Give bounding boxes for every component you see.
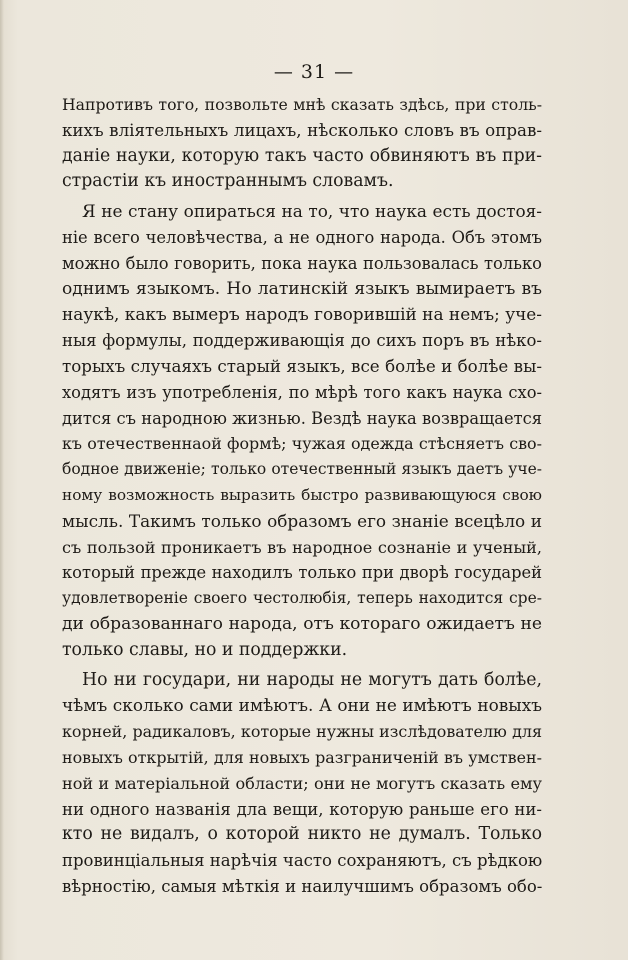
text-line: кихъ вліятельныхъ лицахъ, нѣсколько словъ въ оправ- xyxy=(62,119,542,140)
text-line: только славы, но и поддержки. xyxy=(62,639,348,660)
text-line: страстіи къ иностраннымъ словамъ. xyxy=(62,171,394,192)
text-line: однимъ языкомъ. Но латинскій языкъ вымираетъ въ xyxy=(62,278,542,299)
text-line: торыхъ случаяхъ старый языкъ, все болѣе и болѣе вы- xyxy=(62,355,542,376)
text-line: даніе науки, которую такъ часто обвиняютъ въ при- xyxy=(62,145,542,166)
text-line: который прежде находилъ только при дворѣ государей xyxy=(62,563,542,583)
text-line: ди образованнаго народа, отъ котораго ожидаетъ не xyxy=(62,613,542,634)
page-number: — 31 — xyxy=(273,61,355,83)
text-line: ныя формулы, поддерживающія до сихъ поръ въ нѣко- xyxy=(62,331,542,351)
text-line: корней, радикаловъ, которые нужны изслѣдователю для xyxy=(62,722,542,742)
text-line: вѣрностію, самыя мѣткія и наилучшимъ образомъ обо- xyxy=(62,876,543,896)
text-line: дится съ народною жизнью. Вездѣ наука возвращается xyxy=(62,408,542,428)
text-line: бодное движеніе; только отечественный языкъ даетъ уче- xyxy=(62,460,542,479)
text-line: Я не стану опираться на то, что наука есть достоя- xyxy=(82,201,542,222)
text-line: Напротивъ того, позвольте мнѣ сказать здѣсь, при столь- xyxy=(62,95,542,114)
text-line: провинціальныя нарѣчія часто сохраняютъ, съ рѣдкою xyxy=(62,851,543,871)
text-line: новыхъ открытій, для новыхъ разграниченій въ умствен- xyxy=(62,747,542,767)
text-line: Но ни государи, ни народы не могутъ дать болѣе, xyxy=(82,669,542,690)
text-line: ни одного названія дла вещи, которую раньше его ни- xyxy=(62,799,542,819)
text-line: съ пользой проникаетъ въ народное сознаніе и ученый, xyxy=(62,537,542,557)
text-line: удовлетвореніе своего честолюбія, теперь находится сре- xyxy=(62,589,542,608)
text-line: мысль. Такимъ только образомъ его знаніе всецѣло и xyxy=(62,510,542,531)
text-line: кто не видалъ, о которой никто не думалъ. Только xyxy=(62,824,542,845)
text-line: ной и матеріальной области; они не могутъ сказать ему xyxy=(62,773,542,793)
text-line: можно было говорить, пока наука пользовалась только xyxy=(62,253,542,273)
text-line: ходятъ изъ употребленія, по мѣрѣ того какъ наука схо- xyxy=(62,382,542,402)
text-line: къ отечественнаой формѣ; чужая одежда стѣсняетъ сво- xyxy=(62,434,542,454)
text-line: чѣмъ сколько сами имѣютъ. А они не имѣютъ новыхъ xyxy=(62,695,542,716)
page-edge-shadow xyxy=(0,0,4,960)
body-text xyxy=(62,92,542,900)
text-line: ніе всего человѣчества, а не одного народа. Объ этомъ xyxy=(62,227,542,247)
text-line: наукѣ, какъ вымеръ народъ говорившій на немъ; уче- xyxy=(62,304,542,325)
text-line: ному возможность выразить быстро развивающуюся свою xyxy=(62,485,542,504)
